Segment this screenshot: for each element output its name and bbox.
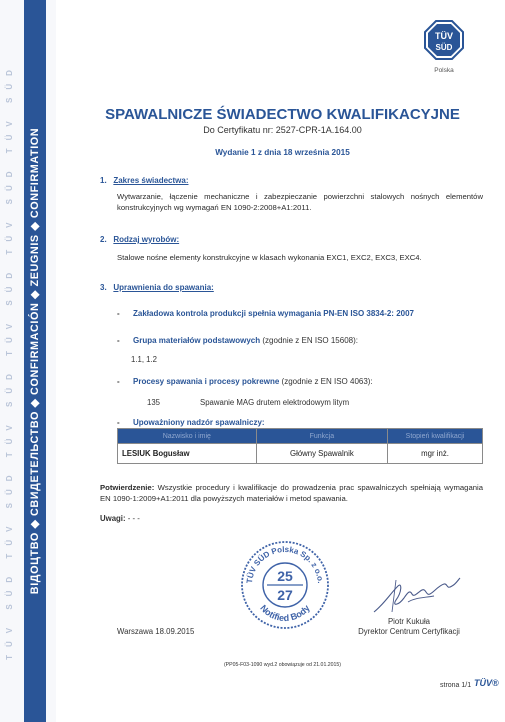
confirmation-text: Wszystkie procedury i kwalifikacje do prowadzenia prac spawalniczych spełniają wymagania EN 1090-1:2009+A1:2011 dla powyższych materiałów i metod spawania. bbox=[100, 483, 483, 503]
remarks bbox=[100, 514, 140, 523]
bullet-material-group: - Grupa materiałów podstawowych (zgodnie z EN ISO 15608): bbox=[117, 336, 358, 345]
bullet-processes-ref: (zgodnie z EN ISO 4063): bbox=[281, 377, 373, 386]
supervision-table bbox=[117, 428, 483, 464]
bullet-fpc: - Zakładowa kontrola produkcji spełnia wymagania PN-EN ISO 3834-2: 2007 bbox=[117, 309, 414, 318]
handwritten-signature-icon bbox=[368, 568, 462, 618]
stamp-number-bottom: 27 bbox=[277, 587, 293, 603]
table-header-row bbox=[118, 429, 483, 444]
bullet-processes: - Procesy spawania i procesy pokrewne (zgodnie z EN ISO 4063): bbox=[117, 377, 373, 386]
banner-text: ВІДОЦТВО ◆ СВИДЕТЕЛЬСТВО ◆ CONFIRMACIÓN ◆ ZEUGNIS ◆ CONFIRMATION bbox=[29, 127, 41, 595]
section-1-title: Zakres świadectwa: bbox=[113, 176, 189, 185]
bullet-material-group-ref: (zgodnie z EN ISO 15608): bbox=[262, 336, 358, 345]
cell-function: Główny Spawalnik bbox=[256, 444, 387, 464]
material-groups-value: 1.1, 1.2 bbox=[131, 355, 158, 364]
col-header-name: Nazwisko i imię bbox=[118, 429, 257, 444]
col-header-qualification: Stopień kwalifikacji bbox=[388, 429, 483, 444]
logo-text-top: TÜV bbox=[435, 31, 453, 41]
process-description: Spawanie MAG drutem elektrodowym litym bbox=[200, 398, 350, 407]
bullet-material-group-text: Grupa materiałów podstawowych bbox=[133, 336, 261, 345]
bullet-processes-text: Procesy spawania i procesy pokrewne bbox=[133, 377, 280, 386]
notified-body-stamp bbox=[240, 540, 330, 630]
document-title: SPAWALNICZE ŚWIADECTWO KWALIFIKACYJNE bbox=[105, 106, 460, 123]
place-and-date: Warszawa 18.09.2015 bbox=[117, 627, 195, 636]
section-1-heading bbox=[100, 176, 189, 185]
certificate-number: Do Certyfikatu nr: 2527-CPR-1A.164.00 bbox=[203, 125, 362, 135]
logo-text-bottom: SÜD bbox=[435, 43, 453, 52]
cell-name: LESIUK Bogusław bbox=[118, 444, 257, 464]
stamp-ring-bottom: Notified Body bbox=[258, 602, 312, 624]
watermark-text: TÜV SÜD TÜV SÜD TÜV SÜD TÜV SÜD TÜV SÜD TÜV SÜD bbox=[5, 62, 14, 660]
left-banner bbox=[0, 0, 56, 722]
tuv-logo bbox=[424, 20, 464, 74]
stamp-seal-icon bbox=[240, 540, 330, 630]
stamp-number-top: 25 bbox=[277, 568, 293, 584]
section-3-heading bbox=[100, 283, 214, 292]
bullet-fpc-text: Zakładowa kontrola produkcji spełnia wymagania PN-EN ISO 3834-2: 2007 bbox=[133, 309, 414, 318]
section-3-title: Uprawnienia do spawania: bbox=[113, 283, 214, 292]
edition-line: Wydanie 1 z dnia 18 września 2015 bbox=[215, 148, 350, 157]
page-number: strona 1/1 bbox=[440, 682, 472, 689]
section-2-heading bbox=[100, 235, 179, 244]
remarks-label: Uwagi: bbox=[100, 514, 126, 523]
signatory bbox=[350, 617, 468, 637]
confirmation-label: Potwierdzenie: bbox=[100, 483, 155, 492]
table-row bbox=[118, 444, 483, 464]
signatory-title: Dyrektor Centrum Certyfikacji bbox=[358, 627, 460, 636]
remarks-value: - - - bbox=[127, 514, 140, 523]
tuv-footer-logo: TÜV® bbox=[474, 678, 499, 688]
bullet-supervision: - Upoważniony nadzór spawalniczy: bbox=[117, 418, 265, 427]
confirmation-paragraph bbox=[100, 482, 483, 504]
bullet-supervision-text: Upoważniony nadzór spawalniczy: bbox=[133, 418, 265, 427]
stamp-ring-top: TÜV SÜD Polska Sp. z o.o. bbox=[244, 544, 325, 584]
process-code: 135 bbox=[147, 398, 161, 407]
section-2-text: Stalowe nośne elementy konstrukcyjne w klasach wykonania EXC1, EXC2, EXC3, EXC4. bbox=[117, 253, 422, 262]
logo-caption: Polska bbox=[434, 67, 454, 74]
section-2-number: 2. bbox=[100, 235, 107, 244]
form-reference: (PP05-F03-1090 wyd.2 obowiązuje od 21.01.2015) bbox=[223, 662, 342, 668]
section-2-title: Rodzaj wyrobów: bbox=[113, 235, 180, 244]
signatory-name: Piotr Kukuła bbox=[387, 617, 431, 626]
tuv-octagon-icon bbox=[424, 20, 464, 64]
section-1-number: 1. bbox=[100, 176, 107, 185]
col-header-function: Funkcja bbox=[256, 429, 387, 444]
cell-qualification: mgr inż. bbox=[388, 444, 483, 464]
section-1-text: Wytwarzanie, łączenie mechaniczne i zabezpieczanie powierzchni stalowych nośnych elementów konstrukcyjnych wg wymagań EN 1090-2:2008+A1:2011. bbox=[117, 192, 483, 212]
section-3-number: 3. bbox=[100, 283, 107, 292]
